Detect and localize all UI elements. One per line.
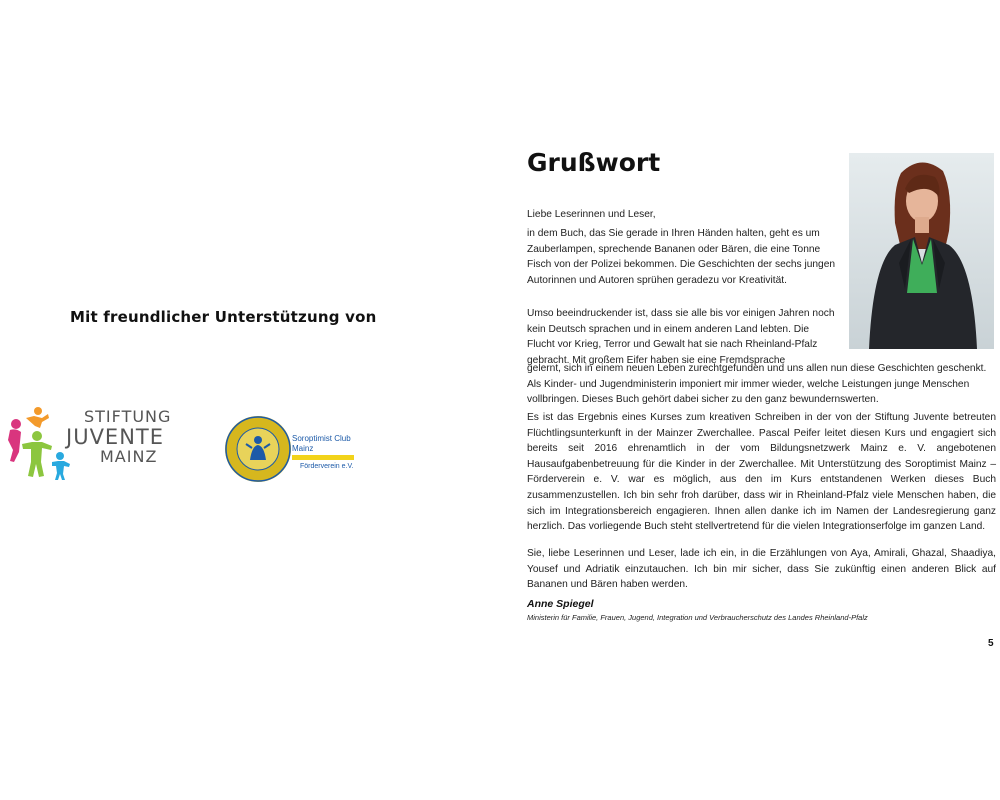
soroptimist-wordmark: [292, 434, 364, 471]
family-figures-icon: [4, 406, 70, 482]
soroptimist-subtitle: Förderverein e.V.: [300, 463, 354, 470]
signature-name: Anne Spiegel: [527, 598, 594, 610]
soroptimist-logo: [224, 414, 364, 484]
stiftung-juvente-logo: [4, 406, 174, 482]
juvente-line1: STIFTUNG: [84, 407, 172, 426]
salutation: Liebe Leserinnen und Leser,: [527, 209, 656, 220]
paragraph-3: Es ist das Ergebnis eines Kurses zum kreativen Schreiben in der von der Stiftung Juvente betreuten Flüchtlingsunterkunft in der Mainzer Zwerchallee. Pascal Peifer leitet diesen Kurs und engagiert sich bereits seit 2016 ehrenamtlich in der vom Bildungsnetzwerk Mainz e. V. angebotenen Hausaufgabenbetreuung für die Kinder in der Zwerchallee. Mit Unterstützung des Soroptimist Mainz – Förderverein e. V. war es möglich, aus den im Kurs entstandenen Werken dieses Buch zusammenzustellen. Ich bin sehr froh darüber, dass wir in Rheinland-Pfalz viele Menschen haben, die sich im Integrationsbereich engagieren. Ihnen allen danke ich im Namen der Landesregierung ganz herzlich. Das vorliegende Buch steht stellvertretend für die vielen Integrationserfolge im ganzen Land.: [527, 412, 996, 533]
soroptimist-seal-icon: [224, 414, 292, 484]
juvente-line3: MAINZ: [100, 447, 158, 466]
paragraph-2-top: Umso beeindruckender ist, dass sie alle bis vor einigen Jahren noch kein Deutsch sprachen und in einem anderen Land lebten. Die Flucht vor Krieg, Terror und Gewalt hat sie nach Rheinland-Pfalz gebracht. Mit großem Eifer haben sie eine Fremdsprache: [527, 308, 835, 366]
page-heading: Grußwort: [527, 148, 661, 177]
signature-role: Ministerin für Familie, Frauen, Jugend, Integration und Verbraucherschutz des Landes Rheinland-Pfalz: [527, 613, 868, 622]
page-number: 5: [988, 638, 994, 649]
paragraph-4: Sie, liebe Leserinnen und Leser, lade ich ein, in die Erzählungen von Aya, Amirali, Ghazal, Shaadiya, Yousef und Adriatik einzutauchen. Ich bin mir sicher, dass Sie zukünftig einen anderen Blick auf Bananen und Bären haben werden.: [527, 548, 996, 591]
paragraph-2-bottom: gelernt, sich in einem neuen Leben zurechtgefunden und uns allen nun diese Geschichten geschenkt. Als Kinder- und Jugendministerin imponiert mir immer wieder, welche Leistungen junge Menschen vollbringen. Dieses Buch gehört dabei sicher zu den ganz bewundernswerten.: [527, 363, 987, 406]
support-title: Mit freundlicher Unterstützung von: [70, 308, 377, 326]
juvente-wordmark: [66, 408, 171, 466]
soroptimist-yellow-bar: [292, 455, 354, 460]
juvente-line2: JUVENTE: [66, 425, 165, 449]
soroptimist-club-name: Soroptimist Club Mainz: [292, 434, 351, 453]
author-portrait-photo: [849, 153, 994, 349]
paragraph-1: in dem Buch, das Sie gerade in Ihren Händen halten, geht es um Zauberlampen, sprechende Bananen oder Bären, die eine Tonne Fisch von der Polizei bekommen. Die Geschichten der sechs jungen Autorinnen und Autoren sprühen geradezu vor Kreativität.: [527, 228, 836, 286]
